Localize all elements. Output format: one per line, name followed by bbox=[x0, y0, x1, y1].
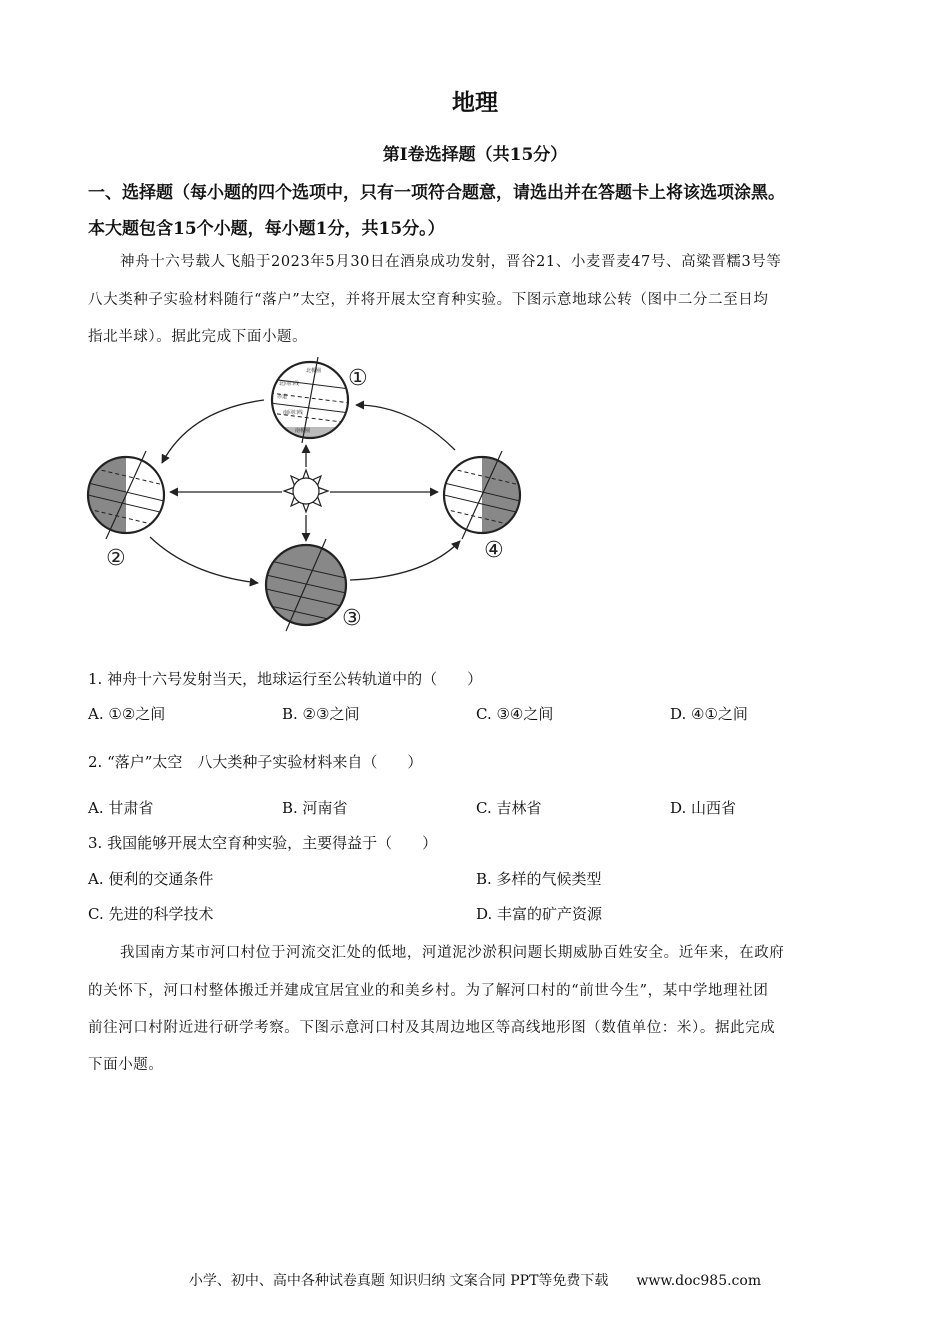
label-3: ③ bbox=[342, 606, 362, 631]
part1-heading-line1: 一、选择题（每小题的四个选项中，只有一项符合题意，请选出并在答题卡上将该选项涂黑。 bbox=[88, 183, 785, 203]
label-2: ② bbox=[106, 546, 126, 571]
question-1-option-a[interactable]: A. ①②之间 bbox=[88, 705, 166, 723]
label-4: ④ bbox=[484, 538, 504, 563]
material2-line: 的关怀下，河口村整体搬迁并建成宜居宜业的和美乡村。为了解河口村的“前世今生”，某中学地理社团 bbox=[88, 983, 769, 999]
question-1-stem: 1. 神舟十六号发射当天，地球运行至公转轨道中的（ ） bbox=[88, 670, 483, 688]
question-2-option-c[interactable]: C. 吉林省 bbox=[476, 799, 542, 817]
question-2-option-d[interactable]: D. 山西省 bbox=[670, 799, 737, 817]
part1-heading-line2: 本大题包含15个小题，每小题1分，共15分。） bbox=[88, 219, 445, 239]
svg-text:赤道: 赤道 bbox=[277, 394, 288, 400]
question-1-option-d[interactable]: D. ④①之间 bbox=[670, 705, 748, 723]
globe-position-2 bbox=[88, 451, 164, 539]
svg-text:北回归线: 北回归线 bbox=[279, 381, 300, 387]
earth-revolution-diagram bbox=[80, 355, 530, 645]
material2-line: 前往河口村附近进行研学考察。下图示意河口村及其周边地区等高线地形图（数值单位：米）。据此完成 bbox=[88, 1020, 776, 1036]
material1-line: 指北半球）。据此完成下面小题。 bbox=[88, 329, 308, 345]
question-3-option-b[interactable]: B. 多样的气候类型 bbox=[476, 870, 602, 888]
question-1-option-b[interactable]: B. ②③之间 bbox=[282, 705, 360, 723]
material1-line: 神舟十六号载人飞船于2023年5月30日在酒泉成功发射，晋谷21、小麦晋麦47号、高粱晋糯3号等 bbox=[120, 254, 782, 270]
orbit-arrow bbox=[356, 405, 455, 450]
question-2-option-a[interactable]: A. 甘肃省 bbox=[88, 799, 154, 817]
question-1-option-c[interactable]: C. ③④之间 bbox=[476, 705, 554, 723]
question-2-option-b[interactable]: B. 河南省 bbox=[282, 799, 348, 817]
question-3-option-a[interactable]: A. 便利的交通条件 bbox=[88, 870, 214, 888]
footer: 小学、初中、高中各种试卷真题 知识归纳 文案合同 PPT等免费下载 www.doc985.com bbox=[188, 1273, 762, 1289]
question-3-option-d[interactable]: D. 丰富的矿产资源 bbox=[476, 905, 603, 923]
page-title: 地理 bbox=[452, 89, 498, 116]
svg-text:南回归线: 南回归线 bbox=[283, 410, 304, 416]
label-1: ① bbox=[348, 366, 368, 391]
question-3-option-c[interactable]: C. 先进的科学技术 bbox=[88, 905, 214, 923]
question-2-stem: 2. “落户”太空 八大类种子实验材料来自（ ） bbox=[88, 753, 423, 771]
orbit-arrow bbox=[150, 537, 258, 583]
question-3-stem: 3. 我国能够开展太空育种实验，主要得益于（ ） bbox=[88, 834, 438, 852]
globe-position-3 bbox=[266, 539, 346, 631]
sun-icon bbox=[284, 470, 328, 512]
section-heading: 第Ⅰ卷选择题（共15分） bbox=[382, 145, 568, 165]
orbit-arrow bbox=[350, 541, 460, 580]
svg-text:南极圈: 南极圈 bbox=[295, 428, 311, 434]
orbit-arrow bbox=[162, 400, 264, 463]
material2-line: 下面小题。 bbox=[88, 1057, 164, 1073]
globe-position-1 bbox=[270, 357, 350, 443]
svg-text:北极圈: 北极圈 bbox=[306, 368, 322, 374]
material2-line: 我国南方某市河口村位于河流交汇处的低地，河道泥沙淤积问题长期威胁百姓安全。近年来，在政府 bbox=[120, 945, 785, 961]
globe-position-4 bbox=[444, 451, 520, 539]
material1-line: 八大类种子实验材料随行“落户”太空，并将开展太空育种实验。下图示意地球公转（图中二分二至日均 bbox=[88, 292, 769, 308]
